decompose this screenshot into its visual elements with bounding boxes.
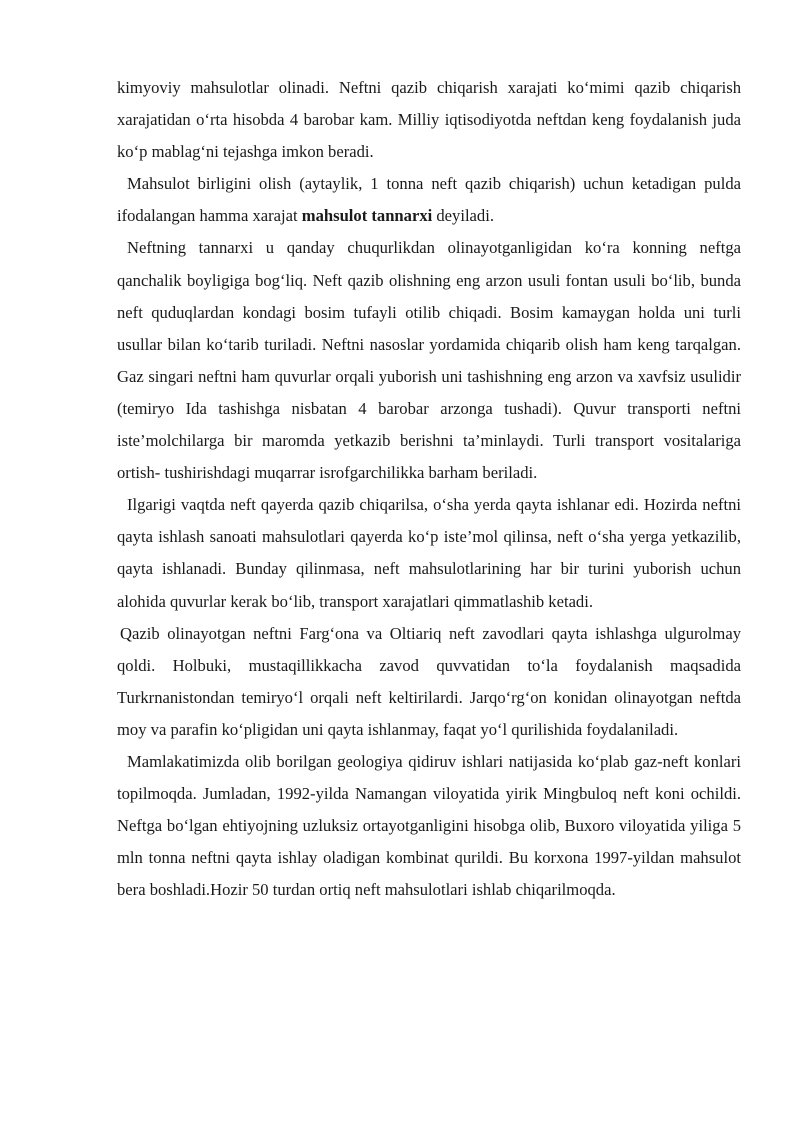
paragraph-2 [117, 168, 741, 232]
paragraph-2-tail: deyiladi. [432, 206, 494, 226]
paragraph-4: Ilgarigi vaqtda neft qayerda qazib chiqarilsa, o‘sha yerda qayta ishlanar edi. Hozirda neftni qayta ishlash sanoati mahsulotlari qayerda ko‘p iste’mol qilinsa, neft o‘sha yerga yetkazilib, qayta ishlanadi. Bunday qilinmasa, neft mahsulotlarining har bir turini yuborish uchun alohida quvurlar kerak bo‘lib, transport xarajatlari qimmatlashib ketadi. [117, 495, 741, 611]
paragraph-6: Mamlakatimizda olib borilgan geologiya qidiruv ishlari natijasida ko‘plab gaz-neft konlari topilmoqda. Jumladan, 1992-yilda Namangan viloyatida yirik Mingbuloq neft koni ochildi. Neftga bo‘lgan ehtiyojning uzluksiz ortayotganligini hisobga olib, Buxoro viloyatida yiliga 5 mln tonna neftni qayta ishlay oladigan kombinat qurildi. Bu korxona 1997-yildan mahsulot bera boshladi.Hozir 50 turdan ortiq neft mahsulotlari ishlab chiqarilmoqda. [117, 751, 741, 900]
paragraph-5: Qazib olinayotgan neftni Farg‘ona va Oltiariq neft zavodlari qayta ishlashga ulgurolmay qoldi. Holbuki, mustaqillikkacha zavod quvvatidan to‘la foydalanish maqsadida Turkrnanistondan temiryo‘l orqali neft keltirilardi. Jarqo‘rg‘on konidan olinayotgan neftda moy va parafin ko‘pligidan uni qayta ishlanmay, faqat yo‘l qurilishida foydalaniladi. [117, 623, 741, 739]
term-mahsulot-tannarxi: mahsulot tannarxi [301, 206, 433, 226]
paragraph-3: Neftning tannarxi u qanday chuqurlikdan olinayotganligidan ko‘ra konning neftga qanchalik boyligiga bog‘liq. Neft qazib olishning eng arzon usuli fontan usuli bo‘lib, bunda neft quduqlardan kondagi bosim tufayli otilib chiqadi. Bosim kamaygan holda uni turli usullar bilan ko‘tarib turiladi. Neftni nasoslar yordamida chiqarib olish ham keng tarqalgan. Gaz singari neftni ham quvurlar orqali yuborish uni tashishning eng arzon va xavfsiz usulidir (temiryo Ida tashishga nisbatan 4 barobar arzonga tushadi). Quvur transporti neftni iste’molchilarga bir maromda yetkazib berishni ta’minlaydi. Turli transport vositalariga ortish- tushirishdagi muqarrar isrofgarchilikka barham beriladi. [117, 238, 741, 483]
paragraph-2-lead: Mahsulot birligini olish (aytaylik, 1 tonna neft qazib chiqarish) uchun ketadigan pulda ifodalangan hamma xarajat [117, 174, 741, 226]
body-text [117, 72, 741, 906]
paragraph-1: kimyoviy mahsulotlar olinadi. Neftni qazib chiqarish xarajati ko‘mimi qazib chiqarish xarajatidan o‘rta hisobda 4 barobar kam. Milliy iqtisodiyotda neftdan keng foydalanish juda ko‘p mablag‘ni tejashga imkon beradi. [117, 78, 741, 162]
